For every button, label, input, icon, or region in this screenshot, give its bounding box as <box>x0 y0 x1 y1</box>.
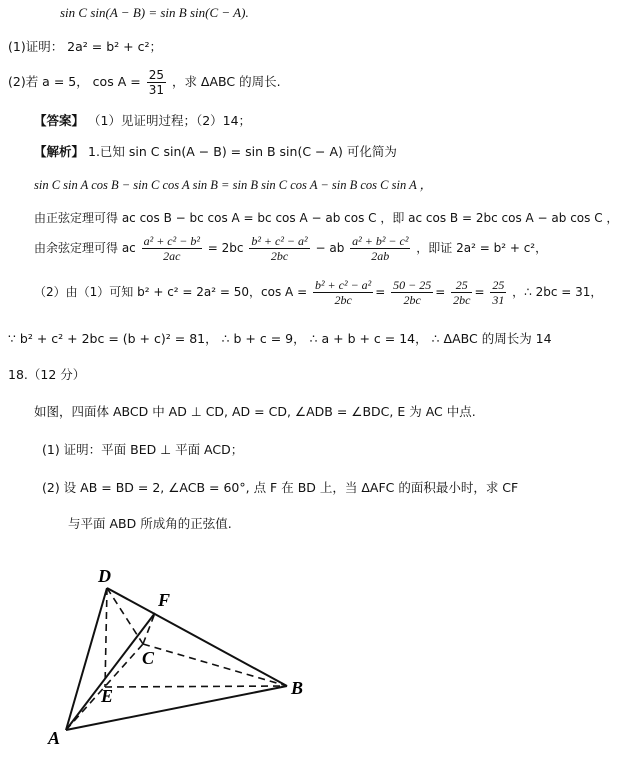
edge-DB <box>107 588 287 686</box>
answer-text: （1）见证明过程；（2）14； <box>88 113 252 128</box>
analysis-line-1 <box>34 143 397 161</box>
part2-fraction <box>147 68 166 97</box>
l5-fraction-4 <box>490 278 506 307</box>
answer-line <box>34 112 251 130</box>
answer-label: 【答案】 <box>34 113 85 128</box>
edge-DA <box>66 588 107 730</box>
l5-f1-num: b² + c² − a² <box>314 278 372 292</box>
frac-numerator: 25 <box>148 68 164 82</box>
label-A: A <box>48 728 61 748</box>
edge-DC <box>107 588 143 644</box>
l5-text-b: ，∴ 2bc = 31， <box>512 285 603 299</box>
l4-f2-num: b² + c² − a² <box>251 234 308 248</box>
l4-f3-num: a² + b² − c² <box>352 234 409 248</box>
q18-part2: (2) 设 AB = BD = 2, ∠ACB = 60°, 点 F 在 BD 上，当 ΔAFC 的面积最小时，求 CF <box>42 480 519 495</box>
segment-DE <box>105 588 107 687</box>
l5-f3-den: 2bc <box>453 293 471 307</box>
l5-text-a: （2）由（1）可知 b² + c² = 2a² = 50，cos A = <box>34 285 308 299</box>
l4-text-a: 由余弦定理可得 ac <box>34 241 136 255</box>
analysis-line-5: （2）由（1）可知 b² + c² = 2a² = 50，cos A = $\frac{\text{b² + c² − a²}}{2bc}$ = $\frac{50 - 25}{2bc}$ = $\frac{25}{2bc}$ = $\frac{25}{31}$ ，∴ 2bc = 31， <box>34 278 603 307</box>
label-D: D <box>98 566 111 586</box>
l5-fraction-1 <box>313 278 373 307</box>
label-F: F <box>158 590 171 610</box>
l5-fraction-3 <box>451 278 472 307</box>
part2-text-a: (2)若 a = 5， cos A = <box>8 74 141 89</box>
edge-AF <box>66 613 155 730</box>
label-B: B <box>291 678 304 698</box>
segment-EB <box>105 686 287 687</box>
edge-CB <box>143 644 287 686</box>
analysis-line-3: 由正弦定理可得 ac cos B − bc cos A = bc cos A − ab cos C ，即 ac cos B = 2bc cos A − ab cos C ， <box>34 211 618 225</box>
condition-line: sin C sin(A − B) = sin B sin(C − A). <box>60 5 249 20</box>
l4-fraction-3 <box>350 234 410 263</box>
part2-statement <box>8 68 281 97</box>
l4-text-c: − ab <box>315 241 345 255</box>
l4-f2-den: 2bc <box>270 249 289 263</box>
l4-f1-den: 2ac <box>163 249 181 263</box>
label-C: C <box>142 648 155 668</box>
edge-AB <box>66 686 287 730</box>
frac-denominator: 31 <box>148 83 164 97</box>
l4-text-b: = 2bc <box>207 241 244 255</box>
segment-CF <box>143 613 155 644</box>
l4-fraction-2 <box>249 234 309 263</box>
q18-part2-cont: 与平面 ABD 所成角的正弦值. <box>68 516 232 531</box>
analysis-label: 【解析】 <box>34 144 85 159</box>
analysis-line-2: sin C sin A cos B − sin C cos A sin B = sin B sin C cos A − sin B cos C sin A ， <box>34 178 433 192</box>
l5-f1-den: 2bc <box>334 293 352 307</box>
l5-fraction-2 <box>391 278 433 307</box>
analysis-text-1: 1.已知 sin C sin(A − B) = sin B sin(C − A) 可化简为 <box>88 144 397 159</box>
analysis-line-4 <box>34 234 547 263</box>
q18-part1: (1) 证明：平面 BED ⊥ 平面 ACD； <box>42 442 244 457</box>
part2-text-b: ，求 ΔABC 的周长. <box>171 74 281 89</box>
label-E: E <box>101 686 114 706</box>
analysis-line-6: ∵ b² + c² + 2bc = (b + c)² = 81， ∴ b + c = 9， ∴ a + b + c = 14， ∴ ΔABC 的周长为 14 <box>8 331 552 346</box>
l5-f2-num: 50 − 25 <box>393 278 432 292</box>
l4-f3-den: 2ab <box>371 249 390 263</box>
q18-stem: 如图，四面体 ABCD 中 AD ⊥ CD, AD = CD, ∠ADB = ∠BDC, E 为 AC 中点. <box>34 404 476 419</box>
l4-fraction-1 <box>142 234 202 263</box>
l4-text-d: ，即证 2a² = b² + c²， <box>416 241 548 255</box>
l5-f4-num: 25 <box>492 278 505 292</box>
l5-f4-den: 31 <box>492 293 505 307</box>
edge-AC <box>66 644 143 730</box>
l5-f2-den: 2bc <box>403 293 421 307</box>
l5-f3-num: 25 <box>451 278 472 293</box>
part1-statement: (1)证明： 2a² = b² + c²； <box>8 39 162 54</box>
q18-header: 18.（12 分） <box>8 367 86 382</box>
l4-f1-num: a² + c² − b² <box>143 234 200 248</box>
